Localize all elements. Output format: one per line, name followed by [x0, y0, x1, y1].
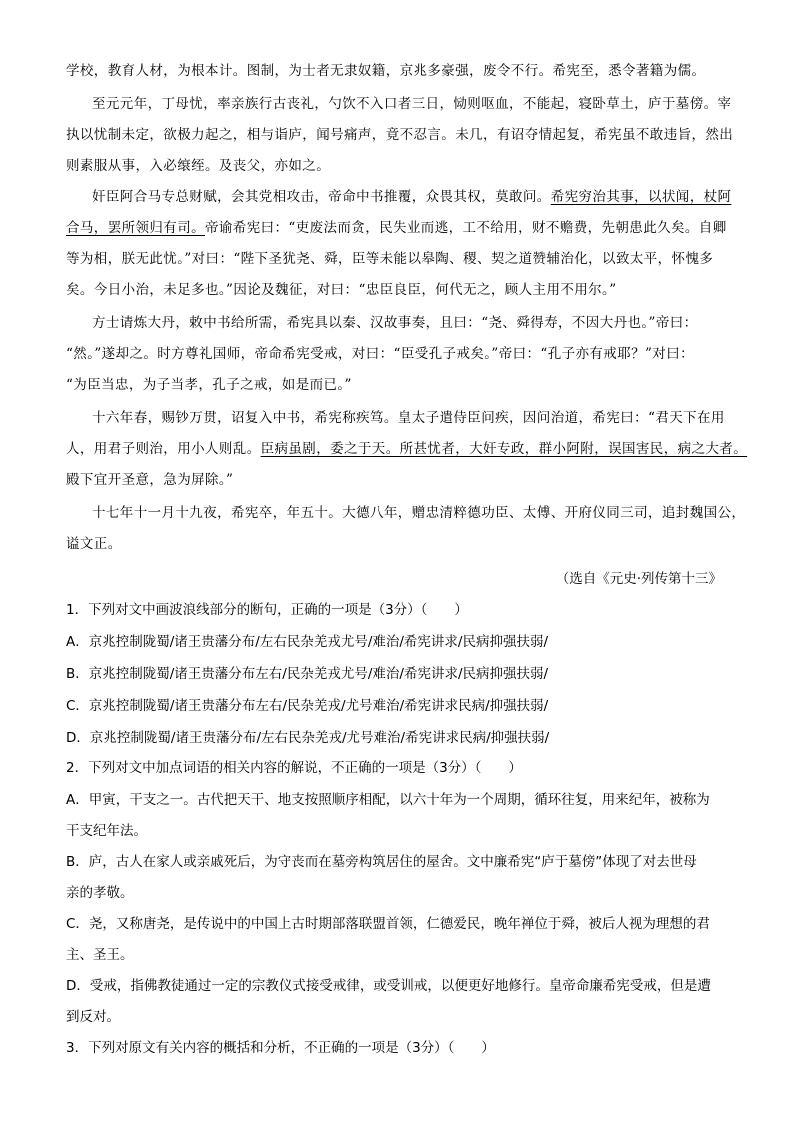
passage-line: 矣。今日小治，未足多也。”因论及魏征，对曰：“忠臣良臣，何代无之，顾人主用不用尔。” — [66, 282, 617, 298]
passage-text: 奸臣阿合马专总财赋，会其党相攻击，帝命中书推覆，众畏其权，莫敢问。 — [92, 189, 551, 205]
passage-text: 帝谕希宪曰：“吏废法而贪，民失业而逃，工不给用，财不赡费，先朝患此久矣。自卿 — [205, 220, 727, 236]
question-2-stem: 2．下列对文中加点词语的相关内容的解说，不正确的一项是（3分）（ ） — [66, 760, 522, 776]
question-2-option-a: A．甲寅，干支之一。古代把天干、地支按照顺序相配，以六十年为一个周期，循环往复，用来纪年，被称为 — [66, 792, 710, 808]
underlined-sentence: 合马，罢所领归有司。 — [66, 220, 205, 236]
passage-line: 十六年春，赐钞万贯，诏复入中书，希宪称疾笃。皇太子遣侍臣问疾，因问治道，希宪曰：“君天下在用 — [92, 410, 725, 426]
passage-line: 方士请炼大丹，敕中书给所需，希宪具以秦、汉故事奏，且曰：“尧、舜得寿，不因大丹也。”帝曰： — [92, 315, 698, 331]
underlined-sentence: 臣病虽剧，委之于天。所甚忧者，大奸专政，群小阿附，误国害民，病之大者。 — [260, 441, 748, 457]
passage-line: 殿下宜开圣意，急为屏除。” — [66, 472, 234, 488]
passage-line: “然。”遂却之。时方尊礼国师，帝命希宪受戒，对曰：“臣受孔子戒矣。”帝曰：“孔子亦有戒耶？”对曰： — [66, 346, 695, 362]
question-1-option-a: A．京兆控制陇蜀/诸王贵藩分布/左右民杂羌戎尤号/难治/希宪讲求/民病抑强扶弱/ — [66, 634, 549, 650]
passage-line: 十七年十一月十九夜，希宪卒，年五十。大德八年，赠忠清粹德功臣、太傅、开府仪同三司，追封魏国公， — [92, 505, 746, 521]
question-2-option-a-cont: 干支纪年法。 — [66, 823, 147, 839]
passage-line — [66, 218, 727, 238]
passage-line: 学校，教育人材，为根本计。图制，为士者无隶奴籍，京兆多豪强，废令不行。希宪至，悉令著籍为儒。 — [66, 63, 706, 79]
question-2-option-d-cont: 到反对。 — [66, 1009, 120, 1025]
question-1-option-d: D．京兆控制陇蜀/诸王贵藩分布/左右民杂羌戎/尤号难治/希宪讲求民病/抑强扶弱/ — [66, 730, 550, 746]
question-2-option-c-cont: 主、圣王。 — [66, 947, 134, 963]
question-1-option-b: B．京兆控制陇蜀/诸王贵藩分布左右/民杂羌戎尤号/难治/希宪讲求/民病抑强扶弱/ — [66, 666, 549, 682]
question-2-option-b: B．庐，古人在家人或亲戚死后，为守丧而在墓旁构筑居住的屋舍。文中廉希宪“庐于墓傍”体现了对去世母 — [66, 854, 697, 870]
question-2-option-b-cont: 亲的孝敬。 — [66, 885, 134, 901]
question-1-stem: 1．下列对文中画波浪线部分的断句，正确的一项是（3分）（ ） — [66, 602, 468, 618]
passage-line: 执以忧制未定，欲极力起之，相与诣庐，闻号痛声，竟不忍言。未几，有诏夺情起复，希宪虽不敢违旨，然出 — [66, 127, 734, 143]
passage-line — [92, 187, 731, 207]
passage-line: “为臣当忠，为子当孝，孔子之戒，如是而已。” — [66, 377, 352, 393]
passage-line — [66, 439, 747, 459]
passage-text: 人，用君子则治，用小人则乱。 — [66, 441, 261, 457]
source-citation: （选自《元史·列传第十三》 — [555, 571, 722, 587]
passage-line: 谥文正。 — [66, 536, 122, 552]
question-2-option-c: C．尧，又称唐尧，是传说中的中国上古时期部落联盟首领，仁德爱民，晚年禅位于舜，被后人视为理想的君 — [66, 916, 710, 932]
passage-line: 则素服从事，入必缞绖。及丧父，亦如之。 — [66, 158, 331, 174]
question-3-stem: 3．下列对原文有关内容的概括和分析，不正确的一项是（3分）（ ） — [66, 1040, 495, 1056]
question-2-option-d: D．受戒，指佛教徒通过一定的宗教仪式接受戒律，或受训戒，以便更好地修行。皇帝命廉希宪受戒，但是遭 — [66, 978, 711, 994]
passage-line: 等为相，朕无此忧。”对曰：“陛下圣犹尧、舜，臣等未能以皋陶、稷、契之道赞辅治化，以致太平，怀愧多 — [66, 251, 714, 267]
passage-line: 至元元年，丁母忧，率亲族行古丧礼，勺饮不入口者三日，恸则呕血，不能起，寝卧草土，庐于墓傍。宰 — [92, 96, 732, 112]
question-1-option-c: C．京兆控制陇蜀/诸王贵藩分布左右/民杂羌戎/尤号难治/希宪讲求民病/抑强扶弱/ — [66, 698, 549, 714]
underlined-sentence: 希宪穷治其事，以状闻，杖阿 — [550, 189, 732, 205]
